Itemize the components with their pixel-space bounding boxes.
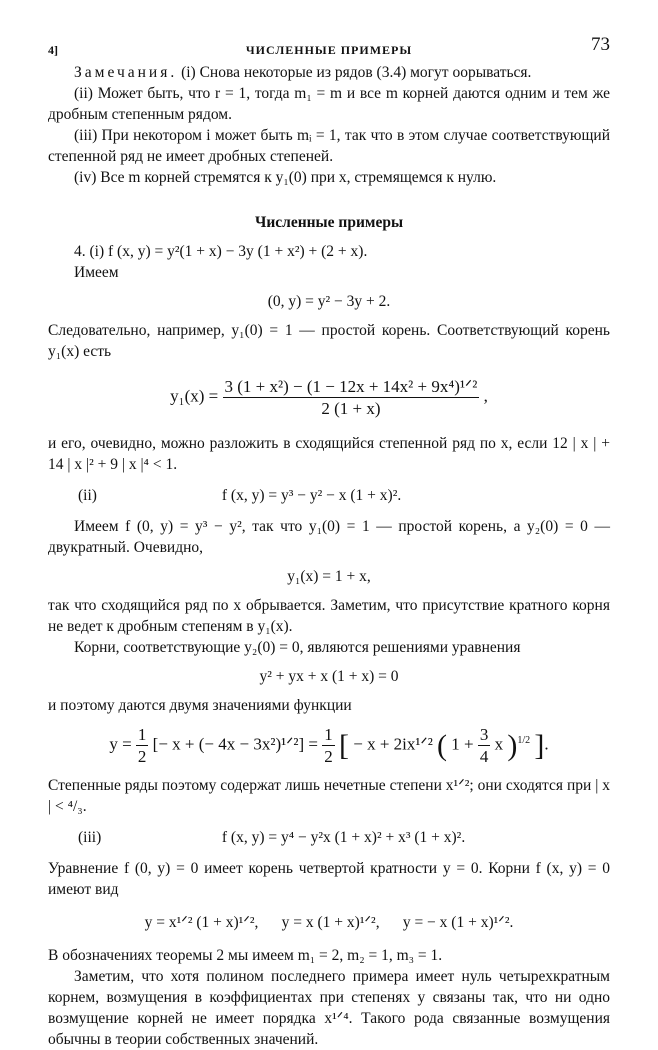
example-iii-label: (iii) bbox=[78, 829, 102, 846]
page-number: 73 bbox=[591, 34, 610, 55]
paragraph-6: и поэтому даются двумя значениями функции bbox=[48, 697, 352, 714]
eq2-lhs: y₁(x) = bbox=[170, 386, 219, 406]
paragraph-4: так что сходящийся ряд по x обрывается. Заметим, что присутствие кратного корня не ведет к дробным степеням в y₁(x). bbox=[48, 597, 610, 635]
equation-5: y = $\frac{1}{2}$ [− x + (− 4x − 3x²)¹ᐟ²] = $\frac{1}{2}$ [ − x + 2ix¹ᐟ² ( 1 + $\frac{3}{4}$ x )$^{1/2}$ ]. bbox=[109, 725, 549, 766]
example-iii bbox=[48, 827, 610, 848]
remark-1-text: (i) Снова некоторые из рядов (3.4) могут оорываться. bbox=[177, 64, 532, 81]
book-page bbox=[48, 34, 610, 1050]
eq2-comma: , bbox=[483, 386, 488, 406]
running-header bbox=[48, 34, 610, 60]
paragraph-3: Имеем f (0, y) = y³ − y², так что y₁(0) = 1 — простой корень, а y₂(0) = 0 — двукратный. Очевидно, bbox=[48, 518, 610, 556]
remark-4: (iv) Все m корней стремятся к y₁(0) при x, стремящемся к нулю. bbox=[74, 169, 497, 186]
remark-label: Замечания. bbox=[74, 64, 178, 81]
paragraph-1: Следовательно, например, y₁(0) = 1 — простой корень. Соответствующий корень y₁(x) есть bbox=[48, 322, 610, 360]
eq5-lhs: y = bbox=[109, 734, 132, 754]
example-ii bbox=[48, 485, 610, 506]
eq5-half-num-2: 1 bbox=[324, 725, 333, 744]
eq5-left-paren: ( bbox=[437, 729, 448, 762]
eq5-right-paren: ) bbox=[507, 729, 518, 762]
eq5-right-bracket: ] bbox=[534, 729, 545, 762]
section-title: Численные примеры bbox=[254, 214, 404, 231]
eq5-middle: [− x + (− 4x − 3x²)¹ᐟ²] = bbox=[152, 734, 318, 754]
paragraph-5: Корни, соответствующие y₂(0) = 0, являются решениями уравнения bbox=[74, 639, 521, 656]
eq5-x: x bbox=[494, 734, 504, 754]
equation-1: (0, y) = y² − 3y + 2. bbox=[267, 293, 391, 310]
paragraph-7: Степенные ряды поэтому содержат лишь нечетные степени x¹ᐟ²; они сходятся при | x | < ⁴/₃. bbox=[48, 777, 610, 815]
eq5-three: 3 bbox=[479, 725, 489, 744]
eq5-three-quarters bbox=[478, 724, 491, 767]
remark-1 bbox=[48, 62, 610, 83]
eq5-one-plus: 1 + bbox=[451, 734, 474, 754]
eq5-left-bracket: [ bbox=[339, 729, 349, 762]
equation-2 bbox=[48, 376, 610, 419]
eq5-half-den-2: 2 bbox=[324, 747, 333, 766]
remark-2: (ii) Может быть, что r = 1, тогда m₁ = m и все m корней даются одним и тем же дробным степенным рядом. bbox=[48, 85, 610, 123]
eq5-bracket-content: − x + 2ix¹ᐟ² bbox=[353, 734, 433, 754]
eq2-numerator: 3 (1 + x²) − (1 − 12x + 14x² + 9x⁴)¹ᐟ² bbox=[224, 377, 478, 396]
eq2-fraction bbox=[223, 376, 480, 419]
eq5-four: 4 bbox=[479, 747, 489, 766]
equation-3: y₁(x) = 1 + x, bbox=[287, 568, 371, 585]
eq5-half-num: 1 bbox=[137, 725, 147, 744]
have-text: Имеем bbox=[74, 264, 119, 281]
running-title: ЧИСЛЕННЫЕ ПРИМЕРЫ bbox=[245, 43, 413, 57]
eq5-half-fraction-2 bbox=[322, 724, 335, 767]
eq5-half-fraction bbox=[136, 724, 149, 767]
eq5-power: 1/2 bbox=[517, 734, 531, 746]
paragraph-2: и его, очевидно, можно разложить в сходящийся степенной ряд по x, если 12 | x | + 14 | x |² + 9 | x |⁴ < 1. bbox=[48, 435, 610, 473]
eq5-half-den: 2 bbox=[137, 747, 147, 766]
paragraph-8: Уравнение f (0, y) = 0 имеет корень четвертой кратности y = 0. Корни f (x, y) = 0 имеют вид bbox=[48, 860, 610, 898]
paragraph-10: Заметим, что хотя полином последнего примера имеет нуль четырехкратным корнем, возмущения в коэффициентах при степенях y связаны так, что ни одно возмущение корней не имеет порядка x¹ᐟ⁴. Такого рода связанные возмущения обычны в теории собственных значений. bbox=[48, 968, 610, 1048]
paragraph-9: В обозначениях теоремы 2 мы имеем m₁ = 2, m₂ = 1, m₃ = 1. bbox=[48, 947, 443, 964]
remark-3: (iii) При некотором i может быть mᵢ = 1, так что в этом случае соответствующий степенной ряд не имеет дробных степеней. bbox=[48, 127, 610, 165]
example-ii-eq: f (x, y) = y³ − y² − x (1 + x)². bbox=[221, 487, 402, 504]
example-iii-eq: f (x, y) = y⁴ − y²x (1 + x)² + x³ (1 + x)². bbox=[221, 829, 466, 846]
section-number: 4] bbox=[48, 43, 58, 57]
example-i: 4. (i) f (x, y) = y²(1 + x) − 3y (1 + x²) + (2 + x). bbox=[74, 243, 368, 260]
equation-4: y² + yx + x (1 + x) = 0 bbox=[259, 668, 399, 685]
equation-6: y = x¹ᐟ² (1 + x)¹ᐟ², y = x (1 + x)¹ᐟ², y = − x (1 + x)¹ᐟ². bbox=[144, 914, 514, 931]
eq2-denominator: 2 (1 + x) bbox=[321, 399, 381, 418]
example-ii-label: (ii) bbox=[78, 487, 97, 504]
